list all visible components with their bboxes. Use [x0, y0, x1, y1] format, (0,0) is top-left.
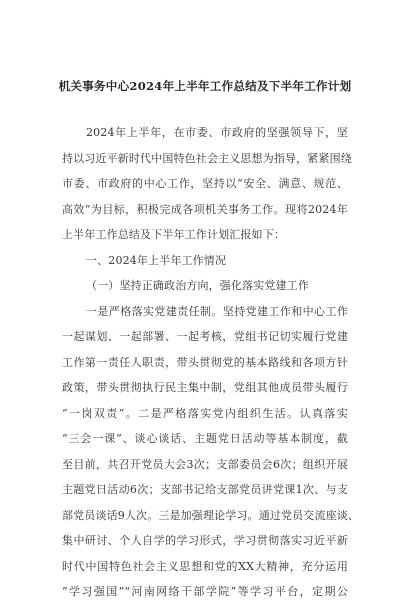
body-line: 上半年工作总结及下半年工作计划汇报如下： [62, 228, 285, 241]
body-line: 政策，带头贯彻执行民主集中制，党组其他成员带头履行 [62, 381, 348, 394]
body-line: “三会一课”、谈心谈话、主题党日活动等基本制度，截 [62, 432, 348, 445]
body-line: 部党员谈话9人次。三是加强理论学习。通过党员交流座谈、 [62, 508, 360, 522]
body-line: 主题党日活动6次；支部书记给支部党员讲党课1次、与支 [62, 483, 348, 496]
body-line: （一）坚持正确政治方向，强化落实党建工作 [86, 279, 309, 292]
body-line: 一起谋划、一起部署、一起考核，党组书记切实履行党建 [62, 330, 348, 343]
body-line: 一、2024年上半年工作情况 [86, 253, 227, 267]
body-line: 至目前，共召开党员大会3次；支部委员会6次；组织开展 [62, 457, 348, 471]
body-line: 一是严格落实党建责任制。坚持党建工作和中心工作 [86, 304, 348, 318]
body-line: 市委、市政府的中心工作，坚持以“安全、满意、规范、 [62, 177, 348, 190]
document-title: 机关事务中心2024年上半年工作总结及下半年工作计划 [58, 79, 352, 93]
body-line: “一岗双责”。二是严格落实党内组织生活。认真落实 [62, 406, 348, 420]
document-body [62, 120, 360, 605]
body-line: 2024年上半年，在市委、市政府的坚强领导下，坚 [86, 126, 348, 139]
body-line: 高效”为目标，积极完成各项机关事务工作。现将2024年 [62, 202, 348, 216]
body-line: 集中研讨、个人自学的学习形式，学习贯彻落实习近平新 [62, 534, 348, 547]
body-line: 时代中国特色社会主义思想和党的XX大精神，充分运用 [62, 559, 348, 573]
body-line: 持以习近平新时代中国特色社会主义思想为指导，紧紧围绕 [62, 151, 352, 165]
body-line: “学习强国”“河南网络干部学院”等学习平台，定期公 [62, 585, 348, 598]
body-line: 工作第一责任人职责，带头贯彻党的基本路线和各项方针 [62, 355, 348, 369]
